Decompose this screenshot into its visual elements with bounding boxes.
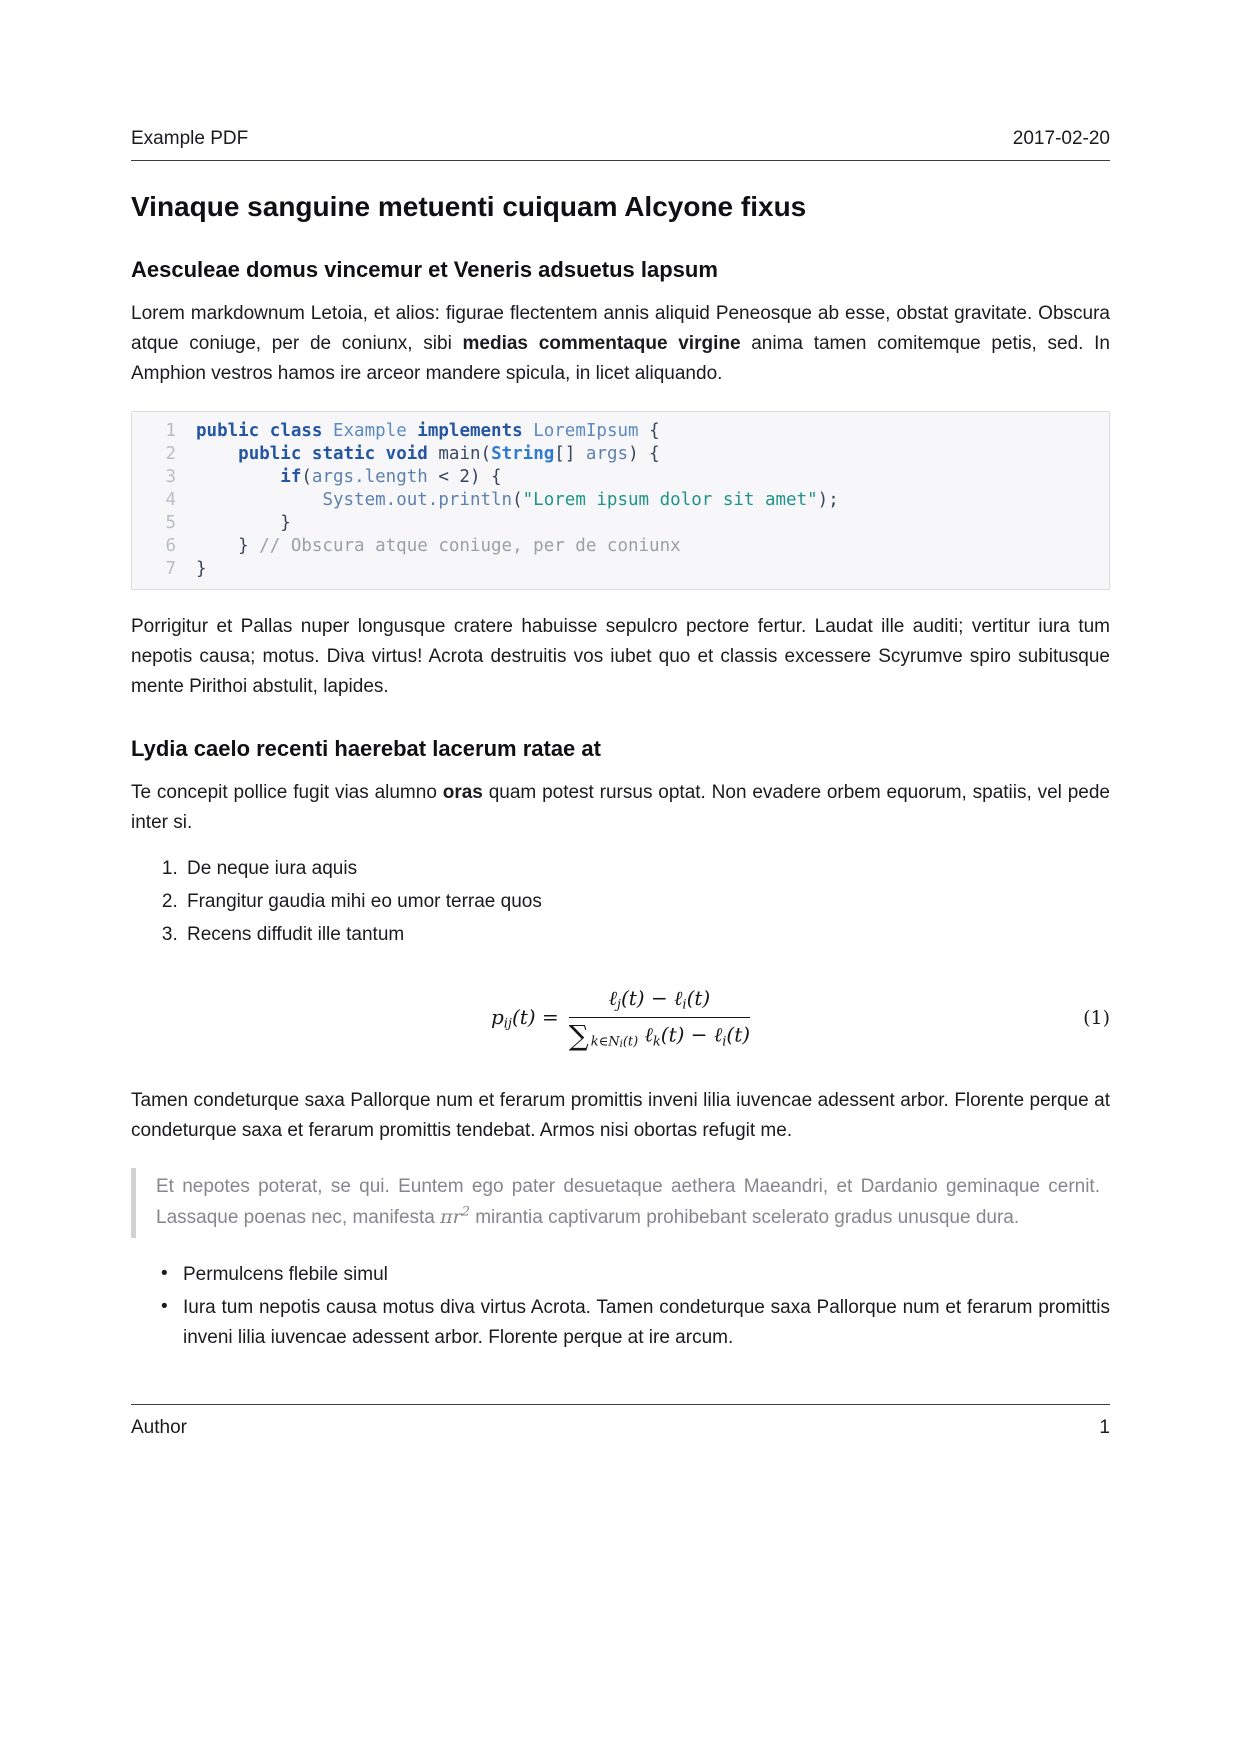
footer-page-number: 1 [1099,1417,1110,1438]
code-token: LoremIpsum [533,421,639,442]
code-line [146,512,1095,535]
math-segment: j [616,997,621,1013]
line-number: 4 [165,490,176,511]
math-segment: ij [503,1016,512,1032]
page-header [131,128,1110,161]
footer-author: Author [131,1417,187,1438]
line-number: 2 [165,444,176,465]
code-token: public class [196,421,323,442]
paragraph-text: quam potest rursus optat. Non evadere orbem equorum, spatiis, vel pede inter si. [131,782,1110,834]
code-token: ) { [628,444,660,465]
ordered-list [131,854,1110,950]
math-segment: k [652,1034,661,1050]
code-token [196,490,322,510]
code-token: ( [480,444,492,465]
code-token [322,421,333,441]
header-title: Example PDF [131,128,249,149]
code-token: ( [301,467,312,488]
code-token: { [638,421,660,442]
line-number: 3 [165,467,176,488]
code-token: } [196,513,291,534]
code-token: void [385,444,428,465]
code-token: args [585,444,629,465]
equation-lhs [491,1005,559,1032]
math-segment: i [682,997,687,1013]
blockquote [131,1168,1110,1238]
paragraph-text: Lorem markdownum Letoia, et alios: figurae flectentem annis aliquid Peneosque ab esse, obstat gravitate. Obscura atque coniuge, per de coniunx, sibi [131,303,1110,355]
code-token [523,421,534,441]
equation-fraction [569,986,750,1050]
code-line [146,466,1095,489]
line-number: 6 [165,536,176,557]
blockquote-text: Et nepotes poterat, se qui. Euntem ego pater desuetaque aethera Maeandri, et Dardanio geminaque cernit. Lassaque poenas nec, manifesta [156,1175,1100,1229]
line-number: 5 [165,513,176,534]
equation-block [131,986,1110,1050]
code-token [196,444,238,464]
bullet-list [131,1260,1110,1353]
paragraph-lorem [131,299,1110,389]
math-segment: ℓ [638,1022,653,1047]
inline-math-exponent: 2 [461,1205,470,1221]
code-token: [] [554,444,586,465]
math-segment: (t) − ℓ [660,1022,723,1047]
code-token: System.out.println [322,490,513,511]
section-heading-2: Lydia caelo recenti haerebat lacerum ratae at [131,736,601,762]
document-title: Vinaque sanguine metuenti cuiquam Alcyone fixus [131,191,807,222]
list-item: • Iura tum nepotis causa motus diva virtus Acrota. Tamen condeturque saxa Pallorque num et ferarum promittis inveni lilia iuvencae adessent arbor. Florente perque at ire arcum. [183,1293,1110,1353]
code-token: < 2) { [427,467,502,488]
math-segment: (t) = [511,1004,559,1029]
math-segment: (t) − ℓ [620,986,683,1011]
code-token: implements [417,421,523,442]
equation [491,986,750,1050]
blockquote-text: mirantia captivarum prohibebant scelerato gradus unusque dura. [469,1207,1020,1229]
code-line [146,443,1095,466]
section-heading-1: Aesculeae domus vincemur et Veneris adsuetus lapsum [131,257,718,282]
paragraph-bold-text: medias commentaque virgine [462,333,741,355]
code-token [428,444,439,464]
math-segment: i [619,1038,623,1050]
equation-number: (1) [1083,1007,1111,1030]
math-segment: p [490,1004,504,1029]
code-token [375,444,386,464]
list-item: 1. De neque iura aquis [183,854,1110,884]
code-token: Example [332,421,407,442]
code-token [196,467,280,487]
code-token: } [196,559,207,580]
code-token: "Lorem ipsum dolor sit amet" [522,490,818,511]
code-token: main [438,444,481,465]
code-line [146,558,1095,581]
code-line [146,420,1095,443]
code-token: ( [512,490,523,511]
paragraph-porrigitur: Porrigitur et Pallas nuper longusque cratere habuisse sepulcro pectore fertur. Laudat ille auditi; vertitur iura tum nepotis causa; motus. Diva virtus! Acrota destruitis vos iubet quo et classis excessere Scyrumve spiro subitusque mente Pirithoi abstulit, lapides. [131,616,1110,698]
math-segment: (t) [622,1034,639,1050]
code-token: if [280,467,302,488]
paragraph-te-concepit [131,778,1110,838]
equation-numerator [569,986,750,1018]
code-token: } [196,536,260,557]
paragraph-text: Te concepit pollice fugit vias alumno [131,782,443,804]
header-date: 2017-02-20 [1012,128,1110,149]
list-item: • Permulcens flebile simul [183,1260,1110,1290]
code-line [146,535,1095,558]
list-item: 3. Recens diffudit ille tantum [183,920,1110,950]
code-token: args.length [311,467,428,488]
code-token: String [491,444,555,465]
page-footer [131,1404,1110,1439]
code-line [146,489,1095,512]
paragraph-tamen: Tamen condeturque saxa Pallorque num et ferarum promittis inveni lilia iuvencae adessent arbor. Florente perque at condeturque saxa et ferarum promittis tendebat. Armos nisi obortas refugit me. [131,1089,1110,1141]
line-number: 7 [165,559,176,580]
math-segment: (t) [686,986,711,1011]
equation-denominator [569,1018,750,1050]
paragraph-bold-text: oras [442,782,483,804]
inline-math: πr [440,1206,462,1229]
code-block [131,411,1110,590]
paragraph-text: anima tamen comitemque petis, sed. In Amphion vestros hamos ire arceor mandere spicula, in licet aliquando. [131,333,1110,385]
code-token: public static [238,444,376,465]
list-item: 2. Frangitur gaudia mihi eo umor terrae quos [183,887,1110,917]
line-number: 1 [165,421,176,442]
math-segment: k∈N [590,1034,620,1050]
code-token: ); [817,490,839,511]
math-segment: i [722,1034,727,1050]
math-segment: ℓ [608,986,617,1011]
code-token [407,421,418,441]
math-segment: (t) [726,1022,751,1047]
math-segment: ∑ [568,1018,589,1052]
code-token: // Obscura atque coniuge, per de coniunx [259,536,681,557]
